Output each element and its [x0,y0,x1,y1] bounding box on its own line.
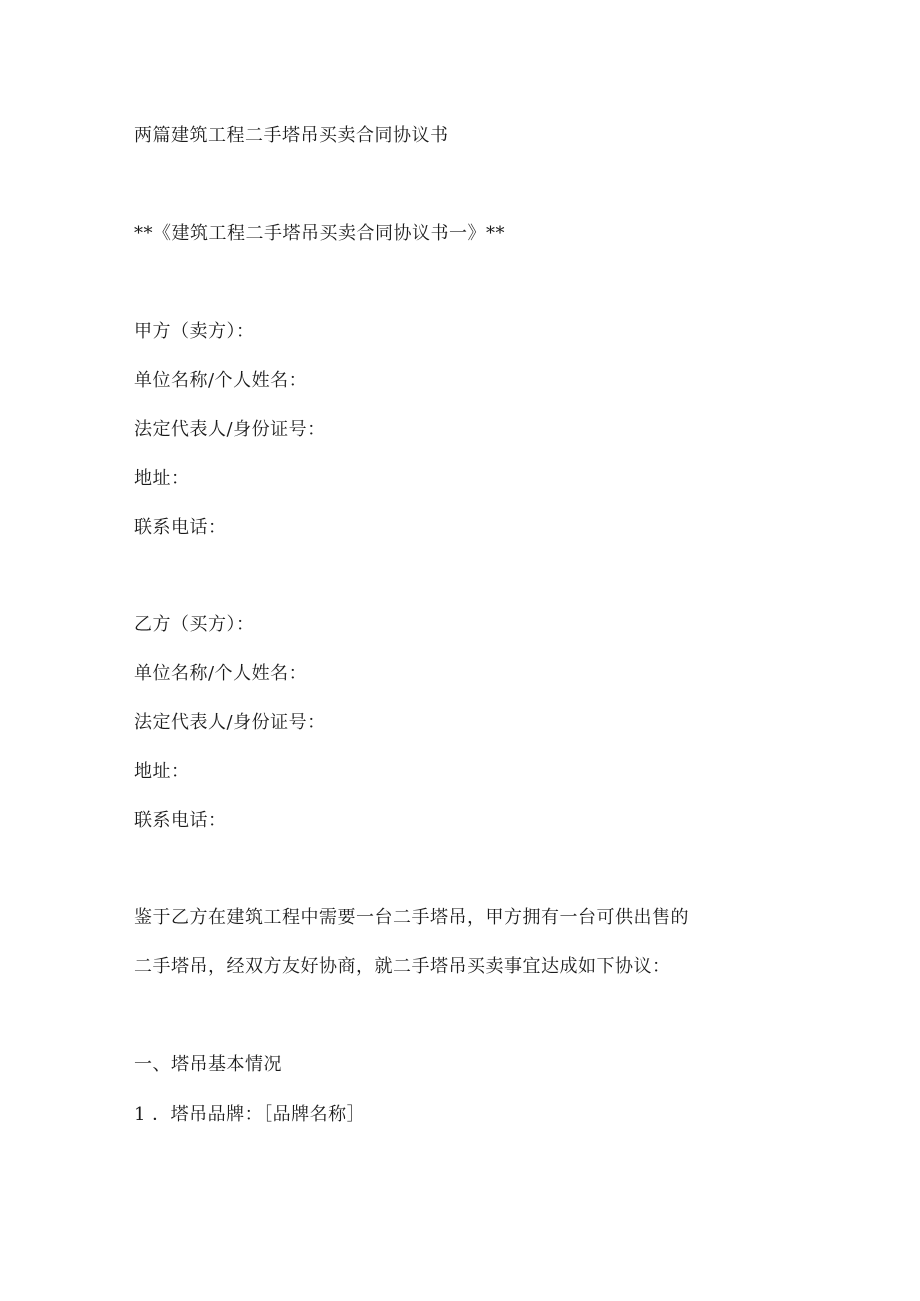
party-a-rep-label: 法定代表人/身份证号： [134,419,326,440]
party-a-phone-label: 联系电话： [134,517,227,538]
party-b-phone-label: 联系电话： [134,810,227,831]
preamble-line-2: 二手塔吊，经双方友好协商，就二手塔吊买卖事宜达成如下协议： [134,956,671,977]
party-a-name-label: 单位名称/个人姓名： [134,370,308,391]
party-b-address-label: 地址： [134,761,190,782]
party-b-name-label: 单位名称/个人姓名： [134,663,308,684]
party-a-heading: 甲方（卖方）： [134,321,255,342]
section-1-heading: 一、塔吊基本情况 [134,1054,282,1075]
section-1-item-1: 1 ．塔吊品牌：［品牌名称］ [134,1104,366,1125]
document-subtitle: **《建筑工程二手塔吊买卖合同协议书一》** [134,223,505,244]
party-b-rep-label: 法定代表人/身份证号： [134,712,326,733]
document-title: 两篇建筑工程二手塔吊买卖合同协议书 [134,125,449,146]
preamble-line-1: 鉴于乙方在建筑工程中需要一台二手塔吊，甲方拥有一台可供出售的 [134,907,689,928]
party-a-address-label: 地址： [134,468,190,489]
party-b-heading: 乙方（买方）： [134,614,255,635]
